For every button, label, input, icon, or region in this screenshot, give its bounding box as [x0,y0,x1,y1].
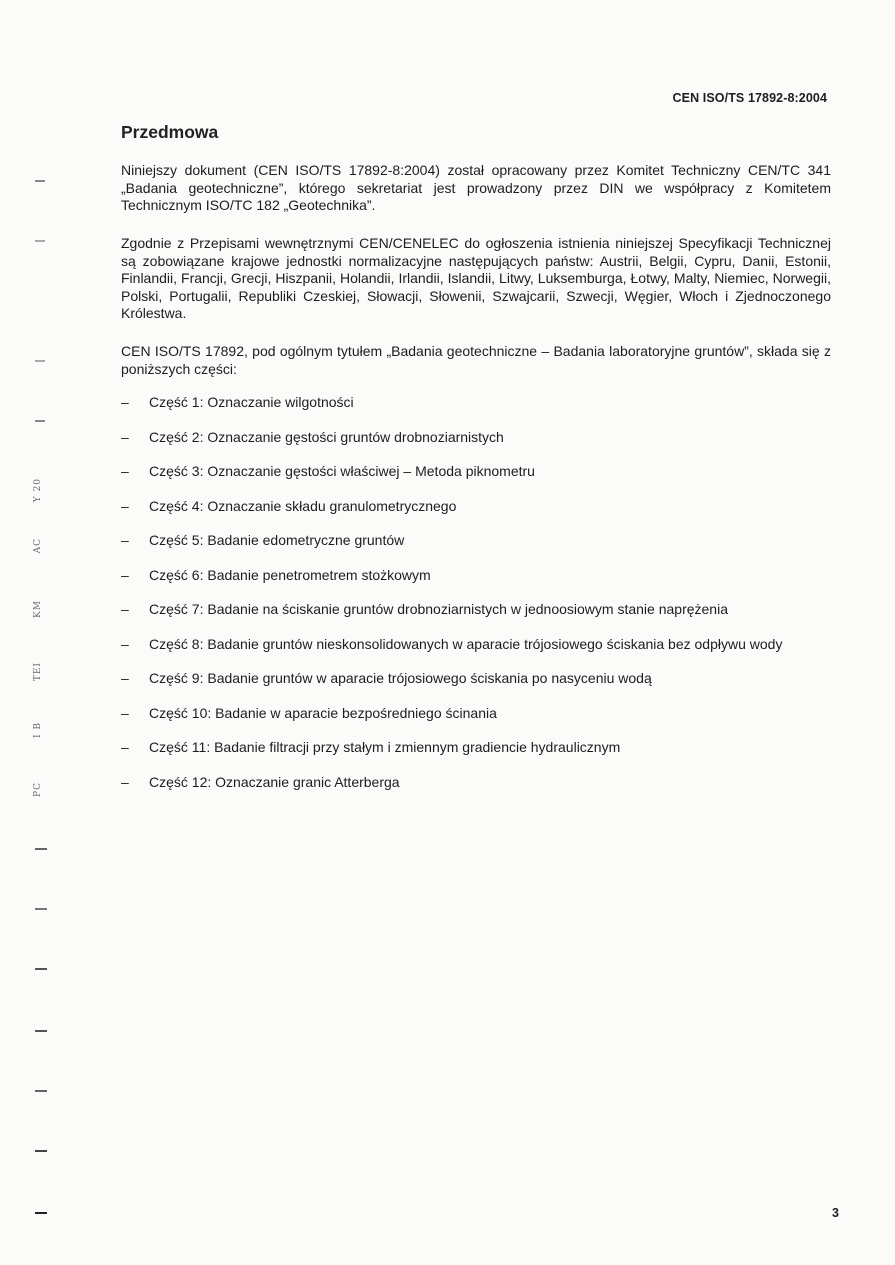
list-dash: – [121,704,129,721]
list-item [121,670,841,705]
margin-mark [35,240,45,242]
list-item-text: Część 8: Badanie gruntów nieskonsolidowanych w aparacie trójosiowego ściskania bez odpływu wody [149,635,783,652]
list-dash: – [121,428,129,445]
list-item-text: Część 1: Oznaczanie wilgotności [149,394,354,410]
paragraph-series: CEN ISO/TS 17892, pod ogólnym tytułem „Badania geotechniczne – Badania laboratoryjne gruntów”, składa się z poniższych części: [121,343,831,377]
list-dash: – [121,601,129,617]
margin-stamp-2: AC [33,538,43,554]
list-item-text: Część 6: Badanie penetrometrem stożkowym [149,566,431,583]
list-item-text: Część 9: Badanie gruntów w aparacie trójosiowego ściskania po nasyceniu wodą [149,670,652,686]
margin-stamp-3: KM [33,600,43,618]
list-dash: – [121,566,129,583]
margin-mark [35,420,45,422]
list-item [121,567,841,602]
list-item [121,636,841,671]
list-item [121,532,841,567]
margin-mark [35,1150,47,1152]
list-item [121,498,841,533]
margin-mark [35,1090,47,1092]
list-item-text: Część 10: Badanie w aparacie bezpośredniego ścinania [149,704,497,721]
list-item [121,774,841,809]
margin-mark [35,848,47,850]
margin-mark [35,1212,47,1214]
margin-mark [35,908,47,910]
list-dash: – [121,773,129,790]
list-dash: – [121,532,129,548]
list-item-text: Część 4: Oznaczanie składu granulometrycznego [149,497,457,514]
list-dash: – [121,670,129,686]
list-item [121,705,841,740]
parts-list [121,394,841,808]
list-item [121,463,841,498]
list-item [121,739,841,774]
margin-mark [35,180,45,182]
header-document-code: CEN ISO/TS 17892-8:2004 [672,91,827,105]
page-number: 3 [832,1206,839,1220]
margin-mark [35,1030,47,1032]
list-item [121,394,841,429]
list-item-text: Część 2: Oznaczanie gęstości gruntów drobnoziarnistych [149,428,504,445]
list-dash: – [121,635,129,652]
margin-stamp-4: TEI [33,662,43,682]
margin-stamp-5: I B [33,722,43,739]
list-item-text: Część 11: Badanie filtracji przy stałym i zmiennym gradiencie hydraulicznym [149,739,621,755]
list-item [121,429,841,464]
paragraph-intro: Niniejszy dokument (CEN ISO/TS 17892-8:2004) został opracowany przez Komitet Techniczny CEN/TC 341 „Badania geotechniczne”, którego sekretariat jest prowadzony przez DIN we współpracy z Komitetem Technicznym ISO/TC 182 „Geotechnika”. [121,162,831,214]
list-item-text: Część 12: Oznaczanie granic Atterberga [149,773,400,790]
margin-mark [35,360,45,362]
list-item-text: Część 3: Oznaczanie gęstości właściwej – Metoda piknometru [149,463,535,479]
margin-stamp-1: Y 20 [33,478,43,503]
list-item [121,601,841,636]
page-title: Przedmowa [121,122,219,142]
list-dash: – [121,463,129,479]
margin-stamp-6: PC [33,782,43,797]
paragraph-countries: Zgodnie z Przepisami wewnętrznymi CEN/CENELEC do ogłoszenia istnienia niniejszej Specyfikacji Technicznej są zobowiązane krajowe jednostki normalizacyjne następujących państw: Austrii, Belgii, Cypru, Danii, Estonii, Finlandii, Francji, Grecji, Hiszpanii, Holandii, Irlandii, Islandii, Litwy, Luksemburga, Łotwy, Malty, Niemiec, Norwegii, Polski, Portugalii, Republiki Czeskiej, Słowacji, Słowenii, Szwajcarii, Szwecji, Węgier, Włoch i Zjednoczonego Królestwa. [121,235,831,322]
list-dash: – [121,497,129,514]
list-item-text: Część 5: Badanie edometryczne gruntów [149,532,405,548]
margin-mark [35,968,47,970]
list-dash: – [121,394,129,410]
list-item-text: Część 7: Badanie na ściskanie gruntów drobnoziarnistych w jednoosiowym stanie naprężenia [149,601,728,617]
list-dash: – [121,739,129,755]
